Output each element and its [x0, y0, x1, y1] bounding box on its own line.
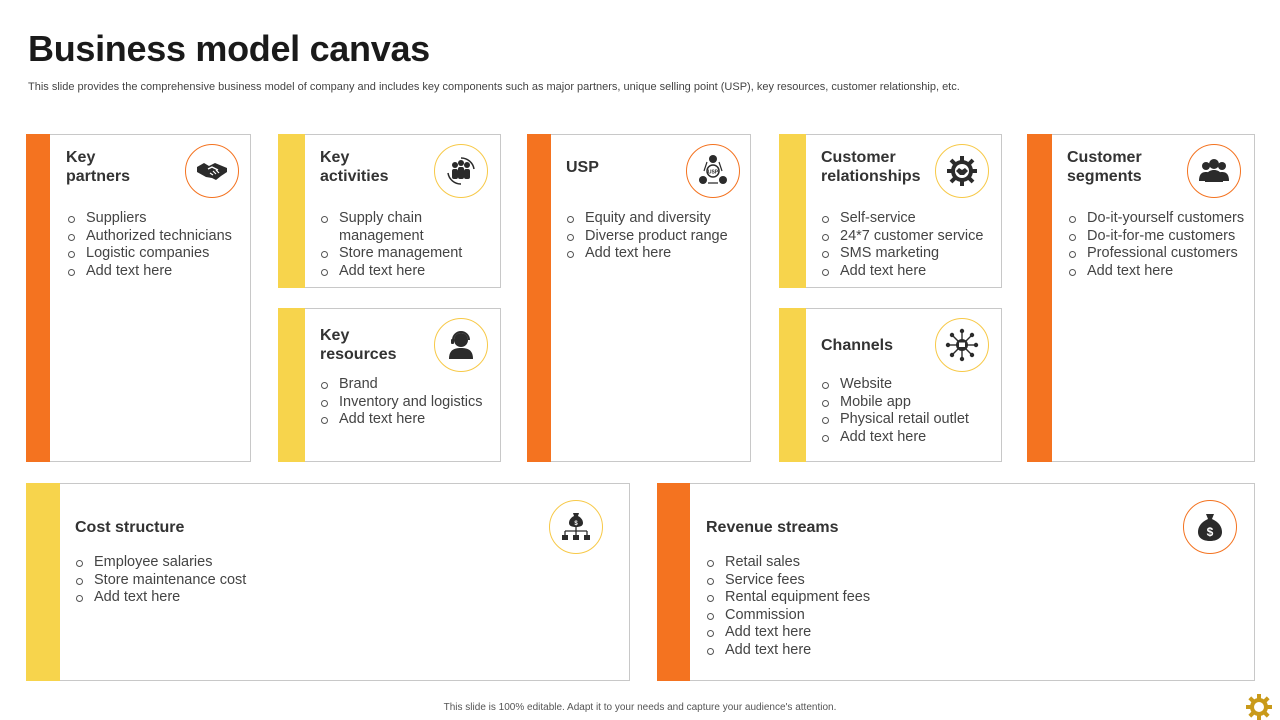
- list-item: Diverse product range: [566, 228, 746, 246]
- card-title: Key activities: [320, 149, 389, 185]
- list-item: Equity and diversity: [566, 210, 746, 228]
- card-channels: [779, 308, 1002, 462]
- item-list: [320, 210, 470, 280]
- usp-cycle-icon: [686, 144, 740, 198]
- item-list: [67, 210, 247, 280]
- card-title: Customer segments: [1067, 149, 1142, 185]
- list-item: Rental equipment fees: [706, 589, 926, 607]
- list-item: Do-it-for-me customers: [1068, 228, 1253, 246]
- list-item: Brand: [320, 376, 500, 394]
- team-activity-icon: [434, 144, 488, 198]
- list-item: Inventory and logistics: [320, 394, 500, 412]
- list-item: Retail sales: [706, 554, 926, 572]
- list-item: Website: [821, 376, 1001, 394]
- item-list: [821, 376, 1001, 446]
- money-bag-icon: [1183, 500, 1237, 554]
- item-list: [821, 210, 1001, 280]
- people-group-icon: [1187, 144, 1241, 198]
- item-list: [75, 554, 295, 607]
- card-cost-structure: [26, 483, 630, 681]
- list-item: Mobile app: [821, 394, 1001, 412]
- card-title: Customer relationships: [821, 149, 921, 185]
- card-usp: [527, 134, 751, 462]
- card-title: Revenue streams: [706, 519, 839, 536]
- list-item: Add text here: [706, 624, 926, 642]
- card-customer-relationships: [779, 134, 1002, 288]
- list-item: Add text here: [320, 263, 470, 281]
- list-item: Add text here: [1068, 263, 1253, 281]
- card-title: Cost structure: [75, 519, 185, 536]
- accent-bar: [779, 134, 806, 288]
- svg-text:USP: USP: [707, 169, 719, 176]
- gear-handshake-icon: [935, 144, 989, 198]
- list-item: Physical retail outlet: [821, 411, 1001, 429]
- card-key-partners: [26, 134, 251, 462]
- card-key-activities: [278, 134, 501, 288]
- list-item: Store maintenance cost: [75, 572, 295, 590]
- list-item: Add text here: [566, 245, 746, 263]
- item-list: [566, 210, 746, 263]
- item-list: [706, 554, 926, 660]
- list-item: Do-it-yourself customers: [1068, 210, 1253, 228]
- list-item: Supply chain management: [320, 210, 470, 245]
- page-title: Business model canvas: [28, 28, 430, 69]
- accent-bar: [278, 308, 305, 462]
- accent-bar: [527, 134, 551, 462]
- item-list: [1068, 210, 1253, 280]
- list-item: Add text here: [706, 642, 926, 660]
- accent-bar: [1027, 134, 1052, 462]
- accent-bar: [26, 134, 50, 462]
- list-item: Add text here: [821, 263, 1001, 281]
- accent-bar: [657, 483, 690, 681]
- card-title: USP: [566, 159, 599, 176]
- list-item: Self-service: [821, 210, 1001, 228]
- accent-bar: [779, 308, 806, 462]
- page-subtitle: This slide provides the comprehensive business model of company and includes key components such as major partners, unique selling point (USP), key resources, customer relationship, etc.: [28, 81, 960, 93]
- network-hub-icon: [935, 318, 989, 372]
- list-item: SMS marketing: [821, 245, 1001, 263]
- list-item: Add text here: [67, 263, 247, 281]
- card-revenue-streams: [657, 483, 1255, 681]
- list-item: Suppliers: [67, 210, 247, 228]
- accent-bar: [278, 134, 305, 288]
- list-item: Professional customers: [1068, 245, 1253, 263]
- handshake-icon: [185, 144, 239, 198]
- list-item: Store management: [320, 245, 470, 263]
- list-item: Employee salaries: [75, 554, 295, 572]
- list-item: Logistic companies: [67, 245, 247, 263]
- list-item: Authorized technicians: [67, 228, 247, 246]
- list-item: Commission: [706, 607, 926, 625]
- money-hierarchy-icon: [549, 500, 603, 554]
- footer-note: This slide is 100% editable. Adapt it to your needs and capture your audience's attention.: [443, 702, 837, 713]
- card-title: Key resources: [320, 327, 397, 363]
- list-item: Service fees: [706, 572, 926, 590]
- card-customer-segments: [1027, 134, 1255, 462]
- list-item: 24*7 customer service: [821, 228, 1001, 246]
- list-item: Add text here: [75, 589, 295, 607]
- item-list: [320, 376, 500, 429]
- gear-icon: [1244, 692, 1274, 720]
- card-title: Key partners: [66, 149, 131, 185]
- list-item: Add text here: [821, 429, 1001, 447]
- accent-bar: [26, 483, 60, 681]
- person-headset-icon: [434, 318, 488, 372]
- card-title: Channels: [821, 337, 894, 354]
- list-item: Add text here: [320, 411, 500, 429]
- card-key-resources: [278, 308, 501, 462]
- svg-text:$: $: [1206, 525, 1214, 539]
- svg-text:$: $: [574, 521, 578, 527]
